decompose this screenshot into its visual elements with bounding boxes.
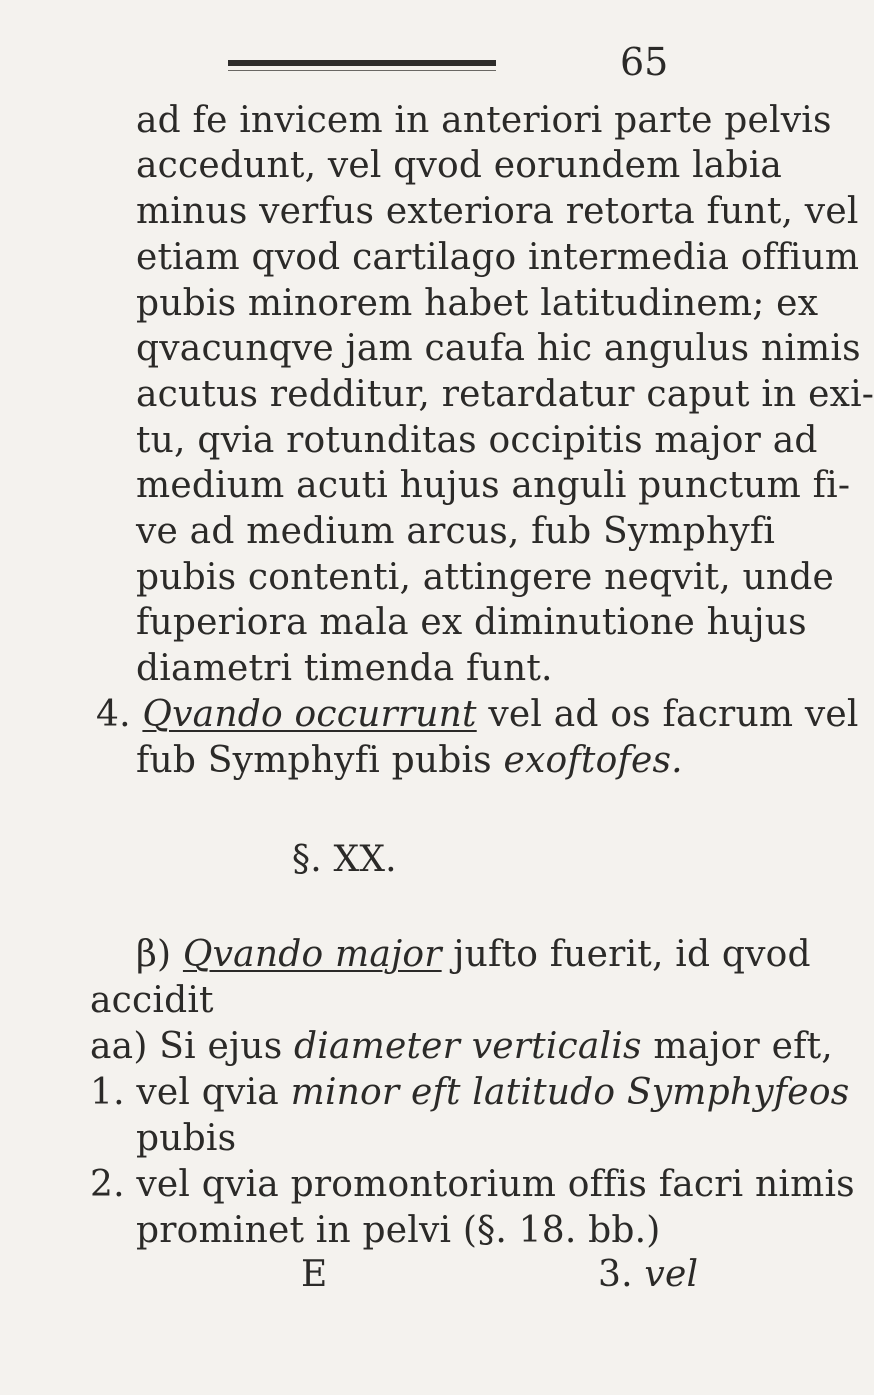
text-line: etiam qvod cartilago intermedia offium — [136, 237, 860, 278]
aa-text-2: major eft, — [641, 1026, 833, 1067]
item-1-text: vel qvia — [124, 1072, 291, 1113]
item-1-line — [90, 1071, 849, 1115]
item-4-title: Qvando occurrunt — [142, 694, 477, 735]
catchword — [598, 1253, 698, 1297]
text-line: minus verfus exteriora retorta funt, vel — [136, 191, 859, 232]
text-line: ad fe invicem in anteriori parte pelvis — [136, 100, 832, 141]
page-number: 65 — [620, 40, 669, 84]
text-line: medium acuti hujus anguli punctum fi- — [136, 465, 851, 506]
text-line: pubis contenti, attingere neqvit, unde — [136, 557, 835, 598]
item-1-continuation: pubis — [136, 1118, 237, 1159]
text-line: accedunt, vel qvod eorundem labia — [136, 145, 783, 186]
item-1-number: 1. — [90, 1072, 125, 1113]
text-line: ve ad medium arcus, fub Symphyfi — [136, 511, 776, 552]
item-4-text: vel ad os facrum vel — [476, 694, 859, 735]
section-heading: §. XX. — [292, 839, 397, 880]
item-1-italic: minor eft latitudo Symphyfeos — [290, 1072, 850, 1113]
aa-italic: diameter verticalis — [294, 1026, 642, 1067]
item-2-line — [90, 1163, 855, 1207]
text-line: tu, qvia rotunditas occipitis major ad — [136, 420, 818, 461]
header-rule — [228, 60, 496, 66]
text-line: acutus redditur, retardatur caput in exi- — [136, 374, 874, 415]
item-4-number: 4. — [96, 694, 131, 735]
beta-title: Qvando major — [182, 934, 442, 975]
item-2-number: 2. — [90, 1164, 125, 1205]
item-4-text-2: fub Symphyfi pubis — [136, 740, 504, 781]
signature-mark: E — [301, 1254, 328, 1295]
beta-line — [136, 933, 811, 977]
item-4-line-2 — [136, 739, 683, 783]
beta-text: jufto fuerit, id qvod — [441, 934, 811, 975]
text-line: pubis minorem habet latitudinem; ex — [136, 283, 819, 324]
text-line: diametri timenda funt. — [136, 648, 553, 689]
item-4-italic: exoftofes. — [503, 740, 683, 781]
catchword-word: vel — [644, 1254, 699, 1295]
item-2-text: vel qvia promontorium offis facri nimis — [124, 1164, 855, 1205]
item-2-continuation: prominet in pelvi (§. 18. bb.) — [136, 1210, 661, 1251]
aa-marker: aa) — [90, 1026, 148, 1067]
text-line: qvacunqve jam caufa hic angulus nimis — [136, 328, 861, 369]
text-line: fuperiora mala ex diminutione hujus — [136, 602, 807, 643]
item-4-line — [96, 693, 859, 737]
beta-continuation: accidit — [90, 980, 214, 1021]
aa-text: Si ejus — [147, 1026, 295, 1067]
beta-marker: β) — [136, 934, 172, 975]
aa-line — [90, 1025, 833, 1069]
catchword-number: 3. — [598, 1254, 633, 1295]
